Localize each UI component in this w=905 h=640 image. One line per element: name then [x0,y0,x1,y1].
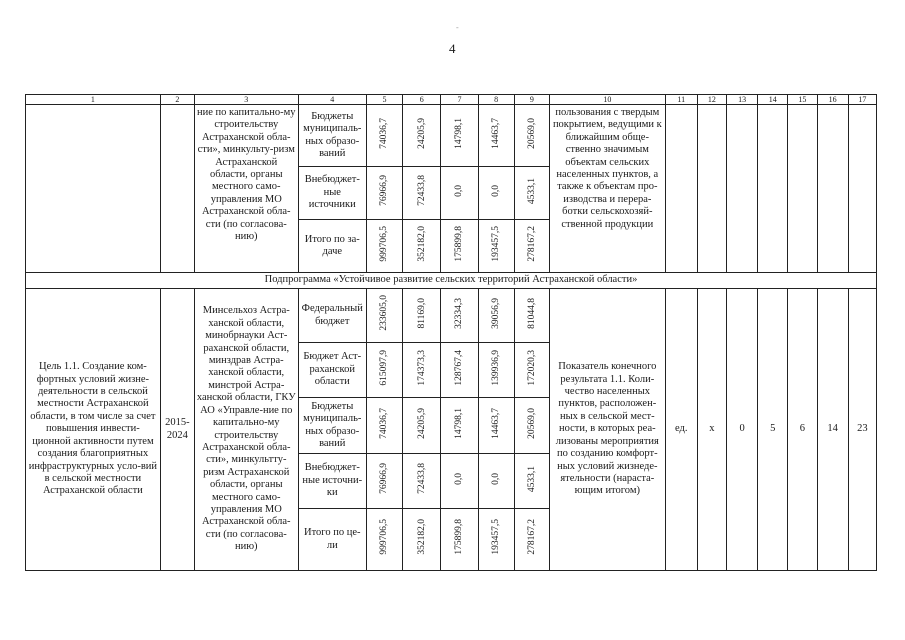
value-cell: 74036,7 [366,105,402,167]
value-cell: 32334,3 [441,289,478,343]
value-cell: 999706,5 [366,509,402,571]
value-cell-15: 6 [788,289,817,571]
value-cell: 0,0 [478,454,514,509]
value-cell: 72433,8 [403,167,441,220]
subprogram-title: Подпрограмма «Устойчивое развитие сельских территорий Астраханской области» [26,273,877,289]
col-header: 2 [160,95,194,105]
col-header: 4 [298,95,366,105]
value-cell: 175899,8 [441,220,478,273]
col-header: 8 [478,95,514,105]
value-cell: 999706,5 [366,220,402,273]
indicator-cell: пользования с твердым покрытием, ведущими к ближайшим обще-ственно значимым объектам сельских населенных пунктов, а также к объектам про-изводства и перера-ботки сельскохозяй-ственной продукции [549,105,665,273]
value-cell: 175899,8 [441,509,478,571]
empty-cell [758,105,788,273]
col-header: 17 [848,95,876,105]
empty-cell [26,105,161,273]
col-header: 12 [697,95,726,105]
source-cell: Итого по за-даче [298,220,366,273]
value-cell: 193457,5 [478,220,514,273]
value-cell: 81044,8 [514,289,549,343]
value-cell: 172020,3 [514,343,549,398]
period-cell: 2015-2024 [160,289,194,571]
value-cell: 352182,0 [403,509,441,571]
col-header: 9 [514,95,549,105]
value-cell: 72433,8 [403,454,441,509]
value-cell: 20569,0 [514,398,549,454]
source-cell: Внебюджет-ные источники [298,167,366,220]
col-header: 7 [441,95,478,105]
value-cell: 615097,9 [366,343,402,398]
value-cell: 14798,1 [441,105,478,167]
executor-cell: Минсельхоз Астра-ханской области, минобрнауки Аст-раханской области, минздрав Астра-ханской области, минстрой Астра-ханской области, ГКУ АО «Управле-ние по капитально-му строительству Астраханской обла-сти», минкультту-ризм Астраханской области, органы местного само-управления МО Астраханской обла-сти (по согласова-нию) [194,289,298,571]
value-cell: 20569,0 [514,105,549,167]
page-number: 4 [449,41,456,56]
value-cell: 39056,9 [478,289,514,343]
col-header: 5 [366,95,402,105]
value-cell: 139936,9 [478,343,514,398]
col-header: 6 [403,95,441,105]
value-cell: 278167,2 [514,509,549,571]
value-cell: 352182,0 [403,220,441,273]
table-row [26,105,877,167]
value-cell: 24205,9 [403,105,441,167]
value-cell: 4533,1 [514,167,549,220]
indicator-cell: Показатель конечного результата 1.1. Коли-чество населенных пунктов, расположен-ных в сельской мест-ности, в которых реа-лизованы мероприятия по созданию комфорт-ных условий жизнеде-ятельности (нараста-ющим итогом) [549,289,665,571]
value-cell: 0,0 [441,454,478,509]
value-cell: 0,0 [441,167,478,220]
empty-cell [697,105,726,273]
value-cell: 128767,4 [441,343,478,398]
value-cell: 76966,9 [366,454,402,509]
empty-cell [788,105,817,273]
col-header: 11 [665,95,697,105]
value-cell: 174373,3 [403,343,441,398]
executor-cell: ние по капитально-му строительству Астраханской обла-сти», минкульту-ризм Астраханской области, органы местного само-управления МО Астраханской обла-сти (по согласова-нию) [194,105,298,273]
empty-cell [848,105,876,273]
source-cell: Итого по це-ли [298,509,366,571]
value-cell: 14798,1 [441,398,478,454]
program-table [25,94,877,571]
value-cell: 81169,0 [403,289,441,343]
value-cell: 24205,9 [403,398,441,454]
col-header: 13 [727,95,758,105]
subprogram-row [26,273,877,289]
unit-cell: ед. [665,289,697,571]
value-cell-13: 0 [727,289,758,571]
empty-cell [160,105,194,273]
col-header: 10 [549,95,665,105]
empty-cell [727,105,758,273]
value-cell: 76966,9 [366,167,402,220]
value-cell-16: 14 [817,289,848,571]
value-cell-17: 23 [848,289,876,571]
table-row [26,289,877,343]
col-header: 1 [26,95,161,105]
col-header: 15 [788,95,817,105]
source-cell: Бюджеты муниципаль-ных образо-ваний [298,105,366,167]
value-cell: 233605,0 [366,289,402,343]
empty-cell [817,105,848,273]
value-cell-14: 5 [758,289,788,571]
empty-cell [665,105,697,273]
value-cell: 14463,7 [478,105,514,167]
col-header: 14 [758,95,788,105]
value-cell: 193457,5 [478,509,514,571]
col-header: 3 [194,95,298,105]
goal-cell: Цель 1.1. Создание ком-фортных условий жизне-деятельности в сельской местности Астраханской области, в том числе за счет повышения инвести-ционной активности путем создания благоприятных инфраструктурных усло-вий в сельской местности Астраханской области [26,289,161,571]
value-cell: 278167,2 [514,220,549,273]
col-header: 16 [817,95,848,105]
value-cell-12: х [697,289,726,571]
value-cell: 4533,1 [514,454,549,509]
page-mark: - [456,23,459,32]
source-cell: Внебюджет-ные источни-ки [298,454,366,509]
value-cell: 0,0 [478,167,514,220]
header-row [26,95,877,105]
value-cell: 14463,7 [478,398,514,454]
source-cell: Федеральный бюджет [298,289,366,343]
source-cell: Бюджет Аст-раханской области [298,343,366,398]
value-cell: 74036,7 [366,398,402,454]
source-cell: Бюджеты муниципаль-ных образо-ваний [298,398,366,454]
